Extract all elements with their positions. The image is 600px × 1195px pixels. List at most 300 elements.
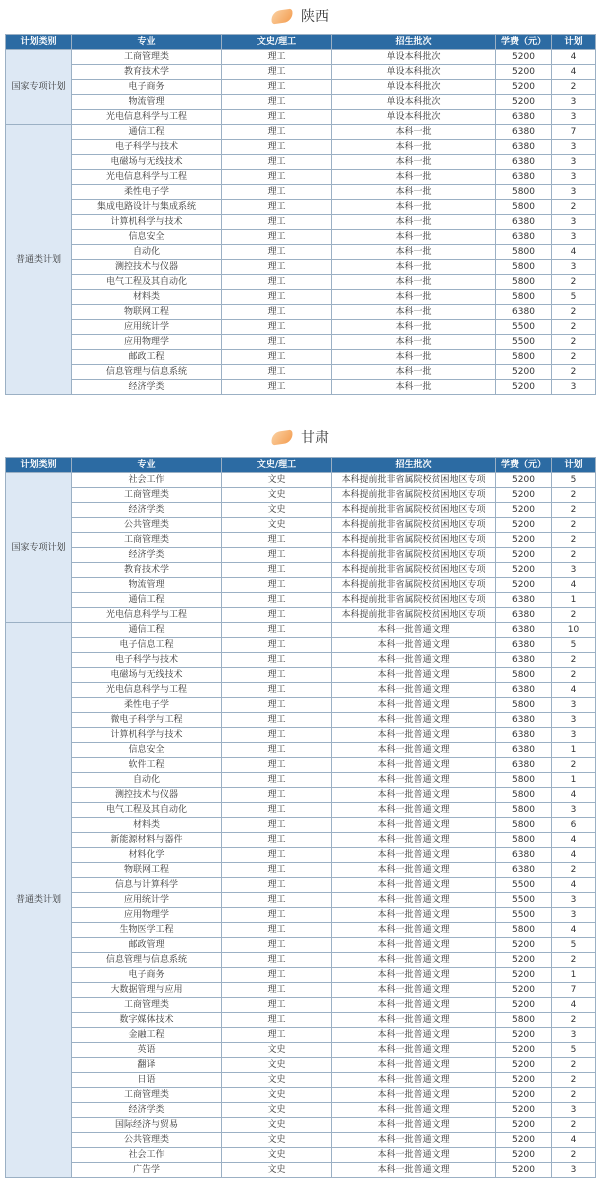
- subject-cell: 理工: [222, 668, 332, 683]
- table-row: [6, 518, 596, 533]
- subject-cell: 文史: [222, 1088, 332, 1103]
- table-row: [6, 788, 596, 803]
- subject-cell: 理工: [222, 185, 332, 200]
- table-row: [6, 698, 596, 713]
- batch-cell: 本科提前批非省属院校贫困地区专项: [332, 563, 496, 578]
- table-row: [6, 758, 596, 773]
- batch-cell: 本科一批: [332, 125, 496, 140]
- subject-cell: 文史: [222, 1043, 332, 1058]
- batch-cell: 本科一批普通文理: [332, 968, 496, 983]
- count-cell: 1: [552, 593, 596, 608]
- table-row: [6, 95, 596, 110]
- major-cell: 测控技术与仪器: [72, 788, 222, 803]
- subject-cell: 理工: [222, 1028, 332, 1043]
- subject-cell: 理工: [222, 65, 332, 80]
- batch-cell: 本科一批普通文理: [332, 698, 496, 713]
- count-cell: 3: [552, 803, 596, 818]
- table-row: [6, 1163, 596, 1178]
- batch-cell: 本科一批普通文理: [332, 1103, 496, 1118]
- fee-cell: 6380: [496, 125, 552, 140]
- fee-cell: 6380: [496, 110, 552, 125]
- subject-cell: 理工: [222, 350, 332, 365]
- major-cell: 自动化: [72, 773, 222, 788]
- fee-cell: 5800: [496, 803, 552, 818]
- subject-cell: 理工: [222, 80, 332, 95]
- table-row: [6, 728, 596, 743]
- batch-cell: 本科一批普通文理: [332, 1043, 496, 1058]
- major-cell: 生物医学工程: [72, 923, 222, 938]
- header-subject: 文史/理工: [222, 35, 332, 50]
- major-cell: 公共管理类: [72, 1133, 222, 1148]
- subject-cell: 文史: [222, 518, 332, 533]
- leaf-icon: [270, 429, 294, 445]
- subject-cell: 理工: [222, 968, 332, 983]
- subject-cell: 理工: [222, 365, 332, 380]
- fee-cell: 5200: [496, 380, 552, 395]
- header-batch: 招生批次: [332, 458, 496, 473]
- table-row: [6, 1118, 596, 1133]
- count-cell: 2: [552, 1088, 596, 1103]
- fee-cell: 5800: [496, 290, 552, 305]
- batch-cell: 本科一批普通文理: [332, 1088, 496, 1103]
- subject-cell: 理工: [222, 548, 332, 563]
- major-cell: 应用物理学: [72, 335, 222, 350]
- major-cell: 工商管理类: [72, 488, 222, 503]
- major-cell: 电子商务: [72, 968, 222, 983]
- subject-cell: 理工: [222, 593, 332, 608]
- table-row: [6, 1013, 596, 1028]
- major-cell: 教育技术学: [72, 65, 222, 80]
- count-cell: 4: [552, 245, 596, 260]
- batch-cell: 本科一批普通文理: [332, 923, 496, 938]
- major-cell: 电子信息工程: [72, 638, 222, 653]
- major-cell: 信息管理与信息系统: [72, 953, 222, 968]
- table-row: [6, 803, 596, 818]
- batch-cell: 本科一批普通文理: [332, 623, 496, 638]
- count-cell: 3: [552, 563, 596, 578]
- subject-cell: 理工: [222, 773, 332, 788]
- subject-cell: 理工: [222, 683, 332, 698]
- fee-cell: 5200: [496, 80, 552, 95]
- count-cell: 4: [552, 848, 596, 863]
- subject-cell: 理工: [222, 788, 332, 803]
- fee-cell: 5800: [496, 668, 552, 683]
- subject-cell: 理工: [222, 563, 332, 578]
- subject-cell: 文史: [222, 488, 332, 503]
- fee-cell: 6380: [496, 305, 552, 320]
- major-cell: 数字媒体技术: [72, 1013, 222, 1028]
- table-row: [6, 110, 596, 125]
- section-shaanxi: [0, 0, 600, 395]
- count-cell: 2: [552, 1013, 596, 1028]
- fee-cell: 5800: [496, 698, 552, 713]
- table-row: [6, 623, 596, 638]
- batch-cell: 本科一批普通文理: [332, 1073, 496, 1088]
- table-row: [6, 488, 596, 503]
- count-cell: 4: [552, 50, 596, 65]
- subject-cell: 文史: [222, 1163, 332, 1178]
- fee-cell: 5500: [496, 878, 552, 893]
- fee-cell: 5500: [496, 908, 552, 923]
- batch-cell: 本科一批普通文理: [332, 713, 496, 728]
- major-cell: 信息管理与信息系统: [72, 365, 222, 380]
- subject-cell: 理工: [222, 698, 332, 713]
- subject-cell: 理工: [222, 230, 332, 245]
- table-row: [6, 563, 596, 578]
- header-subject: 文史/理工: [222, 458, 332, 473]
- fee-cell: 5200: [496, 1073, 552, 1088]
- table-row: [6, 155, 596, 170]
- batch-cell: 本科一批普通文理: [332, 848, 496, 863]
- fee-cell: 5200: [496, 365, 552, 380]
- leaf-icon: [270, 8, 294, 24]
- batch-cell: 本科提前批非省属院校贫困地区专项: [332, 533, 496, 548]
- batch-cell: 单设本科批次: [332, 65, 496, 80]
- fee-cell: 5200: [496, 95, 552, 110]
- table-row: [6, 653, 596, 668]
- fee-cell: 5500: [496, 335, 552, 350]
- major-cell: 材料类: [72, 290, 222, 305]
- header-major: 专业: [72, 458, 222, 473]
- subject-cell: 理工: [222, 638, 332, 653]
- batch-cell: 本科一批: [332, 350, 496, 365]
- batch-cell: 本科一批普通文理: [332, 668, 496, 683]
- count-cell: 3: [552, 170, 596, 185]
- subject-cell: 理工: [222, 743, 332, 758]
- batch-cell: 本科提前批非省属院校贫困地区专项: [332, 578, 496, 593]
- batch-cell: 本科一批: [332, 185, 496, 200]
- fee-cell: 6380: [496, 653, 552, 668]
- batch-cell: 本科一批普通文理: [332, 998, 496, 1013]
- fee-cell: 5200: [496, 1118, 552, 1133]
- subject-cell: 文史: [222, 1133, 332, 1148]
- fee-cell: 5800: [496, 245, 552, 260]
- table-row: [6, 848, 596, 863]
- table-row: [6, 1028, 596, 1043]
- count-cell: 3: [552, 1028, 596, 1043]
- batch-cell: 本科提前批非省属院校贫困地区专项: [332, 518, 496, 533]
- fee-cell: 5500: [496, 320, 552, 335]
- batch-cell: 本科一批: [332, 305, 496, 320]
- major-cell: 工商管理类: [72, 1088, 222, 1103]
- major-cell: 计算机科学与技术: [72, 215, 222, 230]
- count-cell: 5: [552, 473, 596, 488]
- major-cell: 光电信息科学与工程: [72, 170, 222, 185]
- major-cell: 新能源材料与器件: [72, 833, 222, 848]
- table-row: [6, 773, 596, 788]
- batch-cell: 本科一批普通文理: [332, 773, 496, 788]
- table-row: [6, 833, 596, 848]
- table-row: [6, 365, 596, 380]
- fee-cell: 6380: [496, 140, 552, 155]
- fee-cell: 5200: [496, 983, 552, 998]
- major-cell: 测控技术与仪器: [72, 260, 222, 275]
- count-cell: 1: [552, 773, 596, 788]
- batch-cell: 本科一批: [332, 245, 496, 260]
- major-cell: 翻译: [72, 1058, 222, 1073]
- major-cell: 信息与计算科学: [72, 878, 222, 893]
- batch-cell: 本科提前批非省属院校贫困地区专项: [332, 488, 496, 503]
- table-row: [6, 968, 596, 983]
- count-cell: 2: [552, 518, 596, 533]
- major-cell: 工商管理类: [72, 533, 222, 548]
- subject-cell: 理工: [222, 758, 332, 773]
- subject-cell: 文史: [222, 1073, 332, 1088]
- table-row: [6, 290, 596, 305]
- count-cell: 2: [552, 863, 596, 878]
- subject-cell: 文史: [222, 503, 332, 518]
- table-row: [6, 608, 596, 623]
- table-row: [6, 1133, 596, 1148]
- table-row: [6, 878, 596, 893]
- count-cell: 2: [552, 668, 596, 683]
- subject-cell: 理工: [222, 1013, 332, 1028]
- count-cell: 2: [552, 365, 596, 380]
- major-cell: 电磁场与无线技术: [72, 155, 222, 170]
- table-row: [6, 683, 596, 698]
- count-cell: 5: [552, 1043, 596, 1058]
- count-cell: 2: [552, 953, 596, 968]
- subject-cell: 理工: [222, 200, 332, 215]
- batch-cell: 本科提前批非省属院校贫困地区专项: [332, 593, 496, 608]
- count-cell: 4: [552, 788, 596, 803]
- subject-cell: 理工: [222, 998, 332, 1013]
- count-cell: 3: [552, 698, 596, 713]
- table-row: [6, 818, 596, 833]
- table-row: [6, 1073, 596, 1088]
- subject-cell: 理工: [222, 938, 332, 953]
- fee-cell: 6380: [496, 638, 552, 653]
- count-cell: 2: [552, 503, 596, 518]
- subject-cell: 理工: [222, 125, 332, 140]
- section-title-text: 陕西: [301, 9, 329, 25]
- major-cell: 大数据管理与应用: [72, 983, 222, 998]
- count-cell: 2: [552, 488, 596, 503]
- major-cell: 应用统计学: [72, 320, 222, 335]
- fee-cell: 5200: [496, 1088, 552, 1103]
- fee-cell: 6380: [496, 155, 552, 170]
- major-cell: 应用物理学: [72, 908, 222, 923]
- subject-cell: 理工: [222, 335, 332, 350]
- table-row: [6, 923, 596, 938]
- subject-cell: 理工: [222, 50, 332, 65]
- count-cell: 3: [552, 728, 596, 743]
- section-title: [0, 427, 600, 447]
- count-cell: 2: [552, 1118, 596, 1133]
- fee-cell: 5200: [496, 1043, 552, 1058]
- fee-cell: 5200: [496, 1028, 552, 1043]
- fee-cell: 6380: [496, 848, 552, 863]
- count-cell: 3: [552, 215, 596, 230]
- subject-cell: 理工: [222, 170, 332, 185]
- count-cell: 4: [552, 65, 596, 80]
- count-cell: 4: [552, 683, 596, 698]
- major-cell: 通信工程: [72, 623, 222, 638]
- major-cell: 柔性电子学: [72, 698, 222, 713]
- major-cell: 电子科学与技术: [72, 140, 222, 155]
- table-row: [6, 140, 596, 155]
- batch-cell: 本科一批普通文理: [332, 1013, 496, 1028]
- major-cell: 物联网工程: [72, 863, 222, 878]
- count-cell: 4: [552, 833, 596, 848]
- fee-cell: 5800: [496, 185, 552, 200]
- count-cell: 2: [552, 533, 596, 548]
- count-cell: 5: [552, 638, 596, 653]
- batch-cell: 本科一批: [332, 365, 496, 380]
- header-category: 计划类别: [6, 458, 72, 473]
- major-cell: 电子科学与技术: [72, 653, 222, 668]
- subject-cell: 理工: [222, 305, 332, 320]
- header-count: 计划: [552, 458, 596, 473]
- fee-cell: 5200: [496, 50, 552, 65]
- fee-cell: 6380: [496, 713, 552, 728]
- subject-cell: 理工: [222, 110, 332, 125]
- fee-cell: 5800: [496, 350, 552, 365]
- batch-cell: 本科一批普通文理: [332, 1133, 496, 1148]
- subject-cell: 理工: [222, 275, 332, 290]
- subject-cell: 文史: [222, 1148, 332, 1163]
- subject-cell: 文史: [222, 1058, 332, 1073]
- plan-category-cell: 国家专项计划: [6, 50, 72, 125]
- major-cell: 光电信息科学与工程: [72, 110, 222, 125]
- major-cell: 材料化学: [72, 848, 222, 863]
- table-row: [6, 893, 596, 908]
- fee-cell: 5200: [496, 473, 552, 488]
- table-row: [6, 125, 596, 140]
- table-row: [6, 503, 596, 518]
- major-cell: 电气工程及其自动化: [72, 803, 222, 818]
- major-cell: 社会工作: [72, 473, 222, 488]
- table-row: [6, 908, 596, 923]
- section-title: [0, 6, 600, 26]
- batch-cell: 本科一批: [332, 380, 496, 395]
- header-batch: 招生批次: [332, 35, 496, 50]
- fee-cell: 5200: [496, 1058, 552, 1073]
- batch-cell: 本科一批普通文理: [332, 953, 496, 968]
- subject-cell: 理工: [222, 713, 332, 728]
- subject-cell: 理工: [222, 290, 332, 305]
- fee-cell: 5200: [496, 1133, 552, 1148]
- batch-cell: 本科一批: [332, 275, 496, 290]
- count-cell: 7: [552, 983, 596, 998]
- count-cell: 2: [552, 548, 596, 563]
- major-cell: 物流管理: [72, 578, 222, 593]
- subject-cell: 理工: [222, 878, 332, 893]
- batch-cell: 本科一批普通文理: [332, 653, 496, 668]
- fee-cell: 5200: [496, 65, 552, 80]
- batch-cell: 本科一批普通文理: [332, 743, 496, 758]
- count-cell: 2: [552, 608, 596, 623]
- subject-cell: 理工: [222, 728, 332, 743]
- fee-cell: 6380: [496, 593, 552, 608]
- table-row: [6, 1088, 596, 1103]
- table-row: [6, 65, 596, 80]
- batch-cell: 本科一批普通文理: [332, 818, 496, 833]
- batch-cell: 本科一批: [332, 200, 496, 215]
- count-cell: 2: [552, 305, 596, 320]
- count-cell: 4: [552, 923, 596, 938]
- fee-cell: 5800: [496, 818, 552, 833]
- fee-cell: 5200: [496, 953, 552, 968]
- count-cell: 3: [552, 260, 596, 275]
- fee-cell: 5800: [496, 833, 552, 848]
- table-row: [6, 713, 596, 728]
- count-cell: 10: [552, 623, 596, 638]
- major-cell: 光电信息科学与工程: [72, 608, 222, 623]
- plan-table: [5, 457, 596, 1178]
- count-cell: 2: [552, 1148, 596, 1163]
- major-cell: 通信工程: [72, 125, 222, 140]
- major-cell: 教育技术学: [72, 563, 222, 578]
- table-row: [6, 863, 596, 878]
- count-cell: 6: [552, 818, 596, 833]
- fee-cell: 5800: [496, 275, 552, 290]
- batch-cell: 本科一批: [332, 320, 496, 335]
- count-cell: 4: [552, 998, 596, 1013]
- fee-cell: 5200: [496, 518, 552, 533]
- count-cell: 4: [552, 878, 596, 893]
- table-row: [6, 335, 596, 350]
- batch-cell: 本科一批普通文理: [332, 1163, 496, 1178]
- batch-cell: 本科一批: [332, 230, 496, 245]
- subject-cell: 理工: [222, 953, 332, 968]
- fee-cell: 6380: [496, 608, 552, 623]
- subject-cell: 理工: [222, 95, 332, 110]
- fee-cell: 5200: [496, 503, 552, 518]
- header-category: 计划类别: [6, 35, 72, 50]
- major-cell: 经济学类: [72, 380, 222, 395]
- count-cell: 3: [552, 110, 596, 125]
- plan-category-cell: 国家专项计划: [6, 473, 72, 623]
- section-title-text: 甘肃: [301, 430, 329, 446]
- header-row: [6, 458, 596, 473]
- subject-cell: 理工: [222, 983, 332, 998]
- batch-cell: 本科提前批非省属院校贫困地区专项: [332, 503, 496, 518]
- table-row: [6, 938, 596, 953]
- table-row: [6, 1103, 596, 1118]
- major-cell: 邮政管理: [72, 938, 222, 953]
- subject-cell: 理工: [222, 833, 332, 848]
- major-cell: 信息安全: [72, 230, 222, 245]
- table-row: [6, 380, 596, 395]
- major-cell: 通信工程: [72, 593, 222, 608]
- major-cell: 应用统计学: [72, 893, 222, 908]
- fee-cell: 5500: [496, 893, 552, 908]
- major-cell: 计算机科学与技术: [72, 728, 222, 743]
- count-cell: 4: [552, 578, 596, 593]
- subject-cell: 理工: [222, 653, 332, 668]
- major-cell: 工商管理类: [72, 50, 222, 65]
- fee-cell: 5200: [496, 998, 552, 1013]
- batch-cell: 单设本科批次: [332, 80, 496, 95]
- fee-cell: 5200: [496, 1163, 552, 1178]
- table-row: [6, 80, 596, 95]
- major-cell: 材料类: [72, 818, 222, 833]
- batch-cell: 本科提前批非省属院校贫困地区专项: [332, 473, 496, 488]
- batch-cell: 本科一批: [332, 170, 496, 185]
- plan-table: [5, 34, 596, 395]
- table-row: [6, 230, 596, 245]
- table-row: [6, 320, 596, 335]
- batch-cell: 本科提前批非省属院校贫困地区专项: [332, 608, 496, 623]
- batch-cell: 本科一批普通文理: [332, 908, 496, 923]
- major-cell: 金融工程: [72, 1028, 222, 1043]
- fee-cell: 5200: [496, 938, 552, 953]
- fee-cell: 6380: [496, 215, 552, 230]
- fee-cell: 5200: [496, 968, 552, 983]
- count-cell: 4: [552, 1133, 596, 1148]
- table-row: [6, 350, 596, 365]
